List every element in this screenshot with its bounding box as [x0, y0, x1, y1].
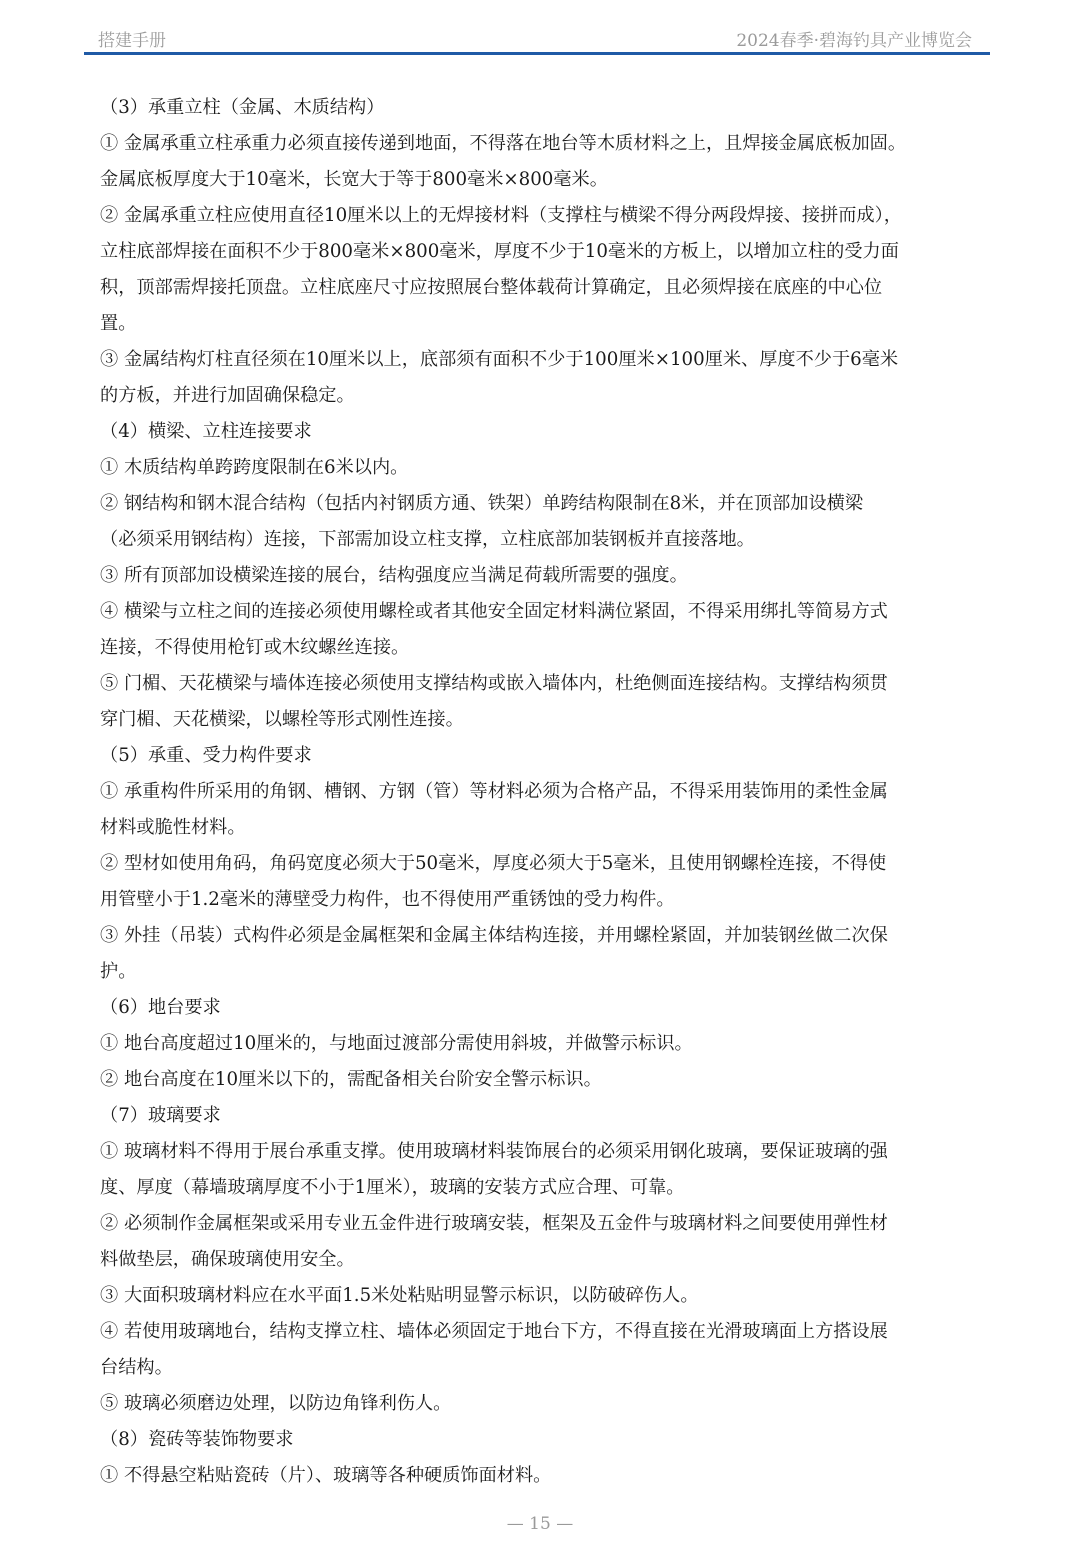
- text-line: ④ 横梁与立柱之间的连接必须使用螺栓或者其他安全固定材料满位紧固，不得采用绑扎等简易方式: [100, 601, 888, 622]
- text-line: 用管壁小于1.2毫米的薄壁受力构件，也不得使用严重锈蚀的受力构件。: [100, 889, 675, 910]
- header-event-title: 2024春季·碧海钓具产业博览会: [736, 31, 972, 51]
- section-heading: （4）横梁、立柱连接要求: [100, 421, 312, 442]
- text-line: 料做垫层，确保玻璃使用安全。: [100, 1249, 355, 1270]
- text-line: ② 钢结构和钢木混合结构（包括内衬钢质方通、铁架）单跨结构限制在8米，并在顶部加设横梁: [100, 493, 864, 514]
- text-line: 材料或脆性材料。: [100, 817, 246, 838]
- page-header: [84, 22, 990, 52]
- text-line: 穿门楣、天花横梁，以螺栓等形式刚性连接。: [100, 709, 464, 730]
- text-line: 置。: [100, 313, 137, 334]
- text-line: ④ 若使用玻璃地台，结构支撑立柱、墙体必须固定于地台下方，不得直接在光滑玻璃面上方搭设展: [100, 1321, 888, 1342]
- text-line: ② 金属承重立柱应使用直径10厘米以上的无焊接材料（支撑柱与横梁不得分两段焊接、接拼而成），: [100, 205, 902, 226]
- text-line: ③ 大面积玻璃材料应在水平面1.5米处粘贴明显警示标识，以防破碎伤人。: [100, 1285, 699, 1306]
- text-line: ③ 外挂（吊装）式构件必须是金属框架和金属主体结构连接，并用螺栓紧固，并加装钢丝做二次保: [100, 925, 888, 946]
- text-line: 的方板，并进行加固确保稳定。: [100, 385, 355, 406]
- text-line: ⑤ 门楣、天花横梁与墙体连接必须使用支撑结构或嵌入墙体内，杜绝侧面连接结构。支撑结构须贯: [100, 673, 888, 694]
- text-line: 立柱底部焊接在面积不少于800毫米×800毫米，厚度不少于10毫米的方板上，以增加立柱的受力面: [100, 241, 899, 262]
- text-line: ① 承重构件所采用的角钢、槽钢、方钢（管）等材料必须为合格产品，不得采用装饰用的柔性金属: [100, 781, 888, 802]
- header-divider: [84, 52, 990, 55]
- section-heading: （7）玻璃要求: [100, 1105, 221, 1126]
- text-line: 金属底板厚度大于10毫米，长宽大于等于800毫米×800毫米。: [100, 169, 608, 190]
- text-line: ③ 所有顶部加设横梁连接的展台，结构强度应当满足荷载所需要的强度。: [100, 565, 688, 586]
- text-line: ① 不得悬空粘贴瓷砖（片）、玻璃等各种硬质饰面材料。: [100, 1465, 552, 1486]
- text-line: 台结构。: [100, 1357, 173, 1378]
- text-line: ② 型材如使用角码，角码宽度必须大于50毫米，厚度必须大于5毫米，且使用钢螺栓连接，不得使: [100, 853, 887, 874]
- text-line: ② 必须制作金属框架或采用专业五金件进行玻璃安装，框架及五金件与玻璃材料之间要使用弹性材: [100, 1213, 888, 1234]
- section-heading: （6）地台要求: [100, 997, 221, 1018]
- header-manual-title: 搭建手册: [98, 31, 166, 51]
- text-line: 连接，不得使用枪钉或木纹螺丝连接。: [100, 637, 410, 658]
- text-line: ① 金属承重立柱承重力必须直接传递到地面，不得落在地台等木质材料之上，且焊接金属底板加固。: [100, 133, 907, 154]
- page-number: — 15 —: [506, 1514, 574, 1534]
- text-line: 护。: [100, 961, 137, 982]
- text-line: ① 玻璃材料不得用于展台承重支撑。使用玻璃材料装饰展台的必须采用钢化玻璃，要保证玻璃的强: [100, 1141, 888, 1162]
- text-line: ② 地台高度在10厘米以下的，需配备相关台阶安全警示标识。: [100, 1069, 602, 1090]
- document-body: [100, 90, 980, 1494]
- text-line: ③ 金属结构灯柱直径须在10厘米以上，底部须有面积不少于100厘米×100厘米、厚度不少于6毫米: [100, 349, 899, 370]
- text-line: 积，顶部需焊接托顶盘。立柱底座尺寸应按照展台整体载荷计算确定，且必须焊接在底座的中心位: [100, 277, 883, 298]
- section-heading: （5）承重、受力构件要求: [100, 745, 312, 766]
- text-line: ⑤ 玻璃必须磨边处理，以防边角锋利伤人。: [100, 1393, 452, 1414]
- text-line: ① 木质结构单跨跨度限制在6米以内。: [100, 457, 409, 478]
- text-line: （必须采用钢结构）连接，下部需加设立柱支撑，立柱底部加装钢板并直接落地。: [100, 529, 755, 550]
- text-line: ① 地台高度超过10厘米的，与地面过渡部分需使用斜坡，并做警示标识。: [100, 1033, 693, 1054]
- section-heading: （8）瓷砖等装饰物要求: [100, 1429, 294, 1450]
- section-heading: （3）承重立柱（金属、木质结构）: [100, 97, 385, 118]
- text-line: 度、厚度（幕墙玻璃厚度不小于1厘米），玻璃的安装方式应合理、可靠。: [100, 1177, 685, 1198]
